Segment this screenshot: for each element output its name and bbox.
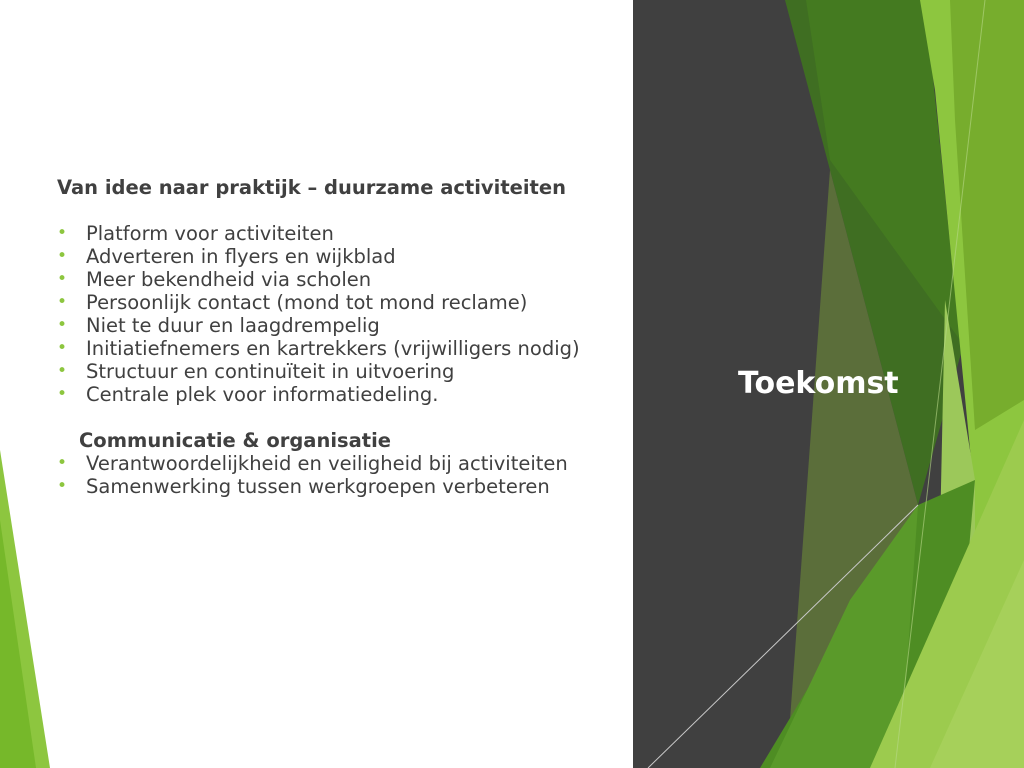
bullet-list-communicatie	[57, 452, 617, 498]
section-heading-duurzame: Van idee naar praktijk – duurzame activiteiten	[57, 176, 566, 199]
bullet-item: • Centrale plek voor informatiedeling.	[57, 383, 617, 406]
slide-title: Toekomst	[738, 366, 899, 401]
slide-body	[57, 176, 617, 498]
bullet-item: • Meer bekendheid via scholen	[57, 268, 617, 291]
bullet-item: • Samenwerking tussen werkgroepen verbeteren	[57, 475, 617, 498]
bullet-item: • Platform voor activiteiten	[57, 222, 617, 245]
bullet-item: • Adverteren in flyers en wijkblad	[57, 245, 617, 268]
bullet-list-activiteiten	[57, 222, 617, 406]
bullet-item: • Persoonlijk contact (mond tot mond reclame)	[57, 291, 617, 314]
bullet-item: • Structuur en continuïteit in uitvoering	[57, 360, 617, 383]
bullet-item: • Verantwoordelijkheid en veiligheid bij activiteiten	[57, 452, 617, 475]
bullet-item: • Initiatiefnemers en kartrekkers (vrijwilligers nodig)	[57, 337, 617, 360]
section-heading-communicatie: Communicatie & organisatie	[79, 429, 392, 452]
bullet-item: • Niet te duur en laagdrempelig	[57, 314, 617, 337]
